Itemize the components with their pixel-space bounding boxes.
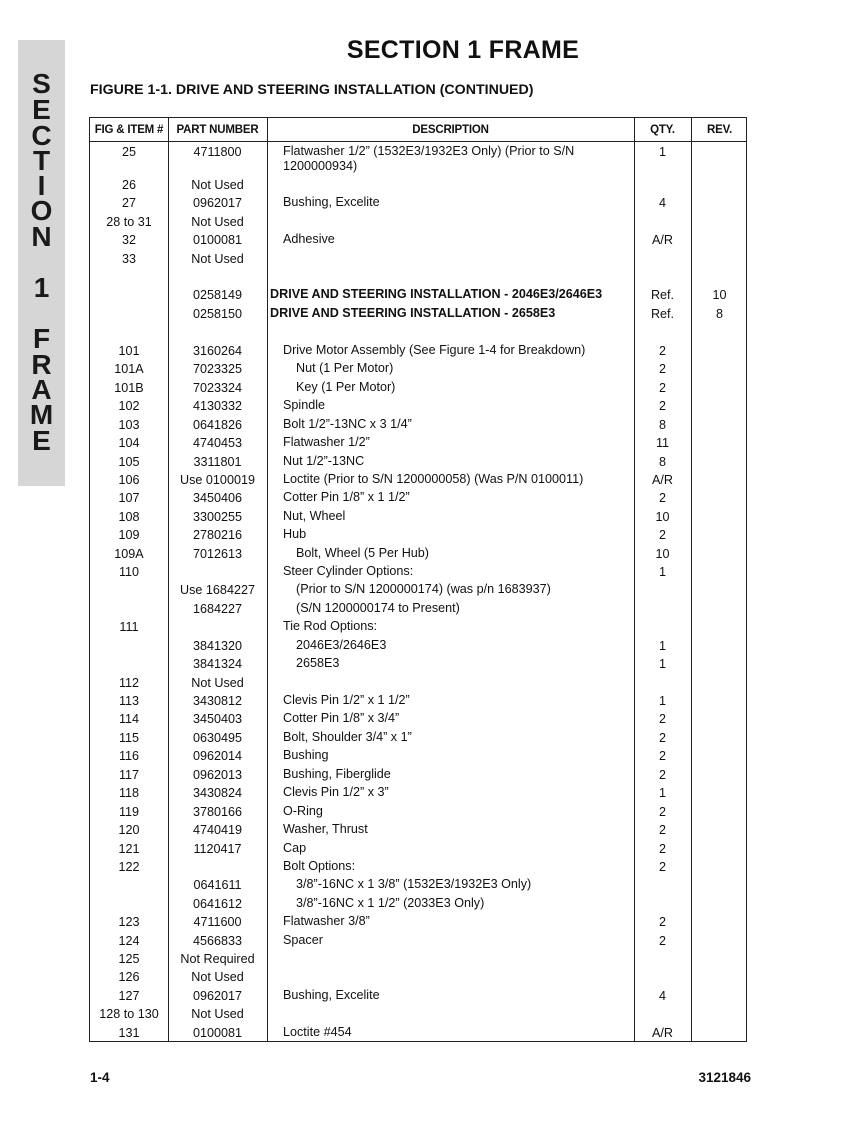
section-side-tab — [18, 40, 65, 486]
table-row — [90, 213, 748, 231]
cell-part-number: 3311801 — [193, 455, 242, 469]
table-row — [90, 563, 748, 581]
cell-quantity: 2 — [658, 934, 666, 948]
cell-quantity: 2 — [658, 362, 666, 376]
cell-part-number: 4566833 — [192, 934, 243, 948]
cell-quantity: 2 — [658, 399, 666, 413]
table-row — [90, 194, 748, 212]
cell-description: Flatwasher 1/2” — [283, 435, 370, 449]
cell-description: Steer Cylinder Options: — [283, 564, 414, 578]
table-row — [90, 231, 748, 249]
cell-description: Cotter Pin 1/8” x 3/4” — [283, 711, 400, 725]
cell-part-number: 0641611 — [193, 878, 242, 892]
table-row — [90, 803, 748, 821]
cell-quantity: 8 — [658, 455, 666, 469]
cell-item-number: 108 — [118, 510, 140, 524]
cell-item-number: 115 — [118, 731, 140, 745]
cell-part-number: 4740419 — [192, 823, 243, 837]
cell-part-number: 7023325 — [192, 362, 243, 376]
cell-item-number: 121 — [118, 842, 140, 856]
cell-item-number: 112 — [118, 676, 140, 690]
cell-description: Nut 1/2”-13NC — [283, 454, 365, 468]
header-divider — [90, 141, 746, 142]
table-row — [90, 471, 748, 489]
cell-quantity: 2 — [658, 528, 666, 542]
cell-item-number: 113 — [118, 694, 140, 708]
cell-item-number: 114 — [118, 712, 140, 726]
cell-part-number: 4711800 — [193, 145, 242, 159]
cell-part-number: 4130332 — [192, 399, 243, 413]
cell-quantity: 2 — [658, 749, 666, 763]
cell-part-number: 3300255 — [192, 510, 243, 524]
cell-description: Clevis Pin 1/2” x 1 1/2” — [283, 693, 410, 707]
cell-part-number: 3450403 — [192, 712, 243, 726]
table-row — [90, 932, 748, 950]
cell-description: (S/N 1200000174 to Present) — [296, 601, 460, 615]
table-row — [90, 581, 748, 599]
cell-item-number: 119 — [118, 805, 140, 819]
cell-item-number: 32 — [121, 233, 136, 247]
table-row — [90, 453, 748, 471]
header-fig-item: FIG & ITEM # — [94, 124, 164, 136]
table-row — [90, 176, 748, 194]
cell-description: 2658E3 — [296, 656, 340, 670]
table-row — [90, 489, 748, 507]
cell-description: Washer, Thrust — [283, 822, 368, 836]
cell-description: (Prior to S/N 1200000174) (was p/n 1683937) — [296, 582, 551, 596]
table-row — [90, 710, 748, 728]
table-row — [90, 305, 748, 323]
cell-part-number: 1684227 — [192, 602, 243, 616]
cell-quantity: 1 — [658, 657, 666, 671]
cell-part-number: 3450406 — [192, 491, 243, 505]
cell-description: Bolt, Shoulder 3/4” x 1” — [283, 730, 412, 744]
cell-description: Bushing — [283, 748, 329, 762]
cell-quantity: 2 — [658, 860, 666, 874]
cell-part-number: Not Used — [191, 178, 244, 192]
cell-quantity: 2 — [658, 381, 666, 395]
cell-part-number: 7023324 — [192, 381, 243, 395]
table-row — [90, 987, 748, 1005]
table-row — [90, 747, 748, 765]
cell-item-number: 124 — [118, 934, 140, 948]
cell-description: Nut (1 Per Motor) — [296, 361, 394, 375]
cell-item-number: 125 — [118, 952, 140, 966]
table-row — [90, 360, 748, 378]
cell-part-number: Not Used — [191, 215, 244, 229]
cell-quantity: 2 — [658, 491, 666, 505]
cell-part-number: Not Required — [180, 952, 255, 966]
cell-part-number: 0258149 — [192, 288, 243, 302]
cell-quantity: 8 — [658, 418, 666, 432]
cell-revision: 8 — [715, 307, 723, 321]
cell-description: Flatwasher 3/8” — [283, 914, 370, 928]
cell-item-number: 126 — [118, 970, 140, 984]
side-tab-letter: E — [32, 425, 51, 456]
cell-part-number: 1120417 — [193, 842, 242, 856]
side-tab-letter: N — [31, 221, 52, 252]
cell-quantity: 1 — [658, 639, 666, 653]
table-row — [90, 342, 748, 360]
side-tab-letter: E — [32, 94, 51, 125]
cell-item-number: 102 — [118, 399, 140, 413]
cell-quantity: 11 — [655, 436, 670, 450]
side-tab-letter: C — [31, 120, 52, 151]
cell-description: Bushing, Excelite — [283, 988, 380, 1002]
cell-part-number: 0962014 — [192, 749, 243, 763]
table-row — [90, 397, 748, 415]
side-tab-letter: I — [37, 170, 46, 201]
cell-item-number: 128 to 130 — [99, 1007, 159, 1021]
cell-item-number: 105 — [118, 455, 140, 469]
table-row — [90, 876, 748, 894]
cell-part-number: 3430812 — [192, 694, 243, 708]
cell-quantity: 1 — [658, 145, 666, 159]
cell-quantity: A/R — [652, 1026, 673, 1040]
cell-item-number: 28 to 31 — [106, 215, 152, 229]
cell-description: Drive Motor Assembly (See Figure 1-4 for Breakdown) — [283, 343, 586, 357]
parts-table — [89, 117, 747, 1042]
cell-quantity: A/R — [652, 473, 673, 487]
table-row — [90, 674, 748, 692]
cell-quantity: 10 — [655, 510, 670, 524]
table-row — [90, 526, 748, 544]
cell-description: Loctite #454 — [283, 1025, 352, 1039]
cell-quantity: 2 — [658, 915, 666, 929]
side-tab-letter: O — [30, 195, 53, 226]
side-tab-letter: S — [32, 68, 51, 99]
cell-part-number: 0962013 — [192, 768, 243, 782]
cell-item-number: 104 — [118, 436, 140, 450]
table-row — [90, 637, 748, 655]
header-part-number: PART NUMBER — [176, 124, 259, 136]
cell-description: Adhesive — [283, 232, 335, 246]
table-row — [90, 968, 748, 986]
table-row — [90, 858, 748, 876]
cell-item-number: 110 — [118, 565, 140, 579]
table-row — [90, 286, 748, 304]
cell-description: Bushing, Fiberglide — [283, 767, 391, 781]
cell-description: Bolt 1/2”-13NC x 3 1/4” — [283, 417, 412, 431]
cell-item-number: 109A — [114, 547, 144, 561]
side-tab-letter: A — [31, 374, 52, 405]
table-row — [90, 692, 748, 710]
cell-part-number: 7012613 — [192, 547, 243, 561]
cell-part-number: 3160264 — [192, 344, 243, 358]
table-row — [90, 618, 748, 636]
table-row — [90, 840, 748, 858]
cell-description: O-Ring — [283, 804, 323, 818]
table-row — [90, 784, 748, 802]
header-description: DESCRIPTION — [412, 124, 489, 136]
section-title: SECTION 1 FRAME — [346, 36, 580, 64]
cell-item-number: 122 — [118, 860, 140, 874]
cell-part-number: Not Used — [191, 676, 244, 690]
cell-item-number: 101A — [114, 362, 144, 376]
cell-part-number: 3430824 — [192, 786, 243, 800]
table-row — [90, 416, 748, 434]
cell-part-number: 0641826 — [192, 418, 243, 432]
page-number: 1-4 — [90, 1070, 110, 1085]
side-tab-letter: T — [32, 145, 51, 176]
cell-item-number: 127 — [118, 989, 140, 1003]
table-row — [90, 545, 748, 563]
cell-part-number: 3841320 — [192, 639, 243, 653]
table-row — [90, 379, 748, 397]
cell-quantity: 2 — [658, 344, 666, 358]
cell-quantity: Ref. — [650, 307, 675, 321]
cell-item-number: 27 — [121, 196, 136, 210]
header-rev: REV. — [707, 124, 732, 136]
cell-part-number: 3841324 — [192, 657, 243, 671]
cell-item-number: 101B — [114, 381, 144, 395]
cell-quantity: 4 — [658, 989, 666, 1003]
side-tab-letter: R — [31, 349, 52, 380]
cell-item-number: 101 — [118, 344, 140, 358]
cell-description: Clevis Pin 1/2” x 3” — [283, 785, 389, 799]
side-tab-letter: F — [32, 323, 51, 354]
cell-description: Key (1 Per Motor) — [296, 380, 396, 394]
table-row — [90, 729, 748, 747]
header-qty: QTY. — [650, 124, 675, 136]
cell-description: 3/8”-16NC x 1 1/2” (2033E3 Only) — [296, 896, 485, 910]
cell-description: 3/8”-16NC x 1 3/8” (1532E3/1932E3 Only) — [296, 877, 532, 891]
cell-item-number: 106 — [118, 473, 140, 487]
table-row — [90, 913, 748, 931]
cell-quantity: 1 — [658, 786, 666, 800]
cell-item-number: 25 — [121, 145, 136, 159]
document-number: 3121846 — [698, 1070, 751, 1085]
table-row — [90, 895, 748, 913]
cell-item-number: 33 — [121, 252, 136, 266]
table-row — [90, 821, 748, 839]
table-row — [90, 250, 748, 268]
cell-description: 2046E3/2646E3 — [296, 638, 387, 652]
cell-item-number: 107 — [118, 491, 140, 505]
table-row — [90, 508, 748, 526]
cell-description: Cotter Pin 1/8” x 1 1/2” — [283, 490, 410, 504]
cell-part-number: 0630495 — [192, 731, 243, 745]
cell-part-number: 0962017 — [192, 989, 243, 1003]
cell-quantity: 10 — [655, 547, 670, 561]
cell-item-number: 131 — [118, 1026, 140, 1040]
cell-item-number: 111 — [119, 620, 139, 634]
side-tab-letter: M — [29, 399, 54, 430]
figure-title: FIGURE 1-1. DRIVE AND STEERING INSTALLATION (CONTINUED) — [90, 82, 534, 98]
cell-part-number: Not Used — [191, 252, 244, 266]
cell-part-number: 2780216 — [192, 528, 243, 542]
cell-quantity: 4 — [658, 196, 666, 210]
cell-description: DRIVE AND STEERING INSTALLATION - 2046E3/2646E3 — [270, 287, 603, 301]
cell-item-number: 103 — [118, 418, 140, 432]
table-row — [90, 600, 748, 618]
cell-part-number: 4740453 — [192, 436, 243, 450]
table-row — [90, 655, 748, 673]
cell-item-number: 109 — [118, 528, 140, 542]
cell-quantity: 2 — [658, 768, 666, 782]
cell-quantity: 2 — [658, 842, 666, 856]
cell-quantity: 1 — [658, 565, 666, 579]
cell-part-number: 0258150 — [192, 307, 243, 321]
cell-quantity: 2 — [658, 731, 666, 745]
cell-quantity: 1 — [658, 694, 666, 708]
table-row — [90, 1024, 748, 1042]
cell-description: Cap — [283, 841, 307, 855]
table-row — [90, 766, 748, 784]
cell-item-number: 117 — [118, 768, 140, 782]
cell-item-number: 120 — [118, 823, 140, 837]
table-row — [90, 434, 748, 452]
cell-part-number: Not Used — [191, 1007, 244, 1021]
cell-part-number: Use 0100019 — [180, 473, 255, 487]
table-row — [90, 1005, 748, 1023]
cell-description: Bushing, Excelite — [283, 195, 380, 209]
cell-description: Spindle — [283, 398, 326, 412]
cell-item-number: 118 — [118, 786, 140, 800]
cell-part-number: 0100081 — [192, 233, 243, 247]
cell-description: Flatwasher 1/2” (1532E3/1932E3 Only) (Prior to S/N 1200000934) — [283, 144, 575, 173]
cell-part-number: 0962017 — [192, 196, 243, 210]
cell-description: Nut, Wheel — [283, 509, 346, 523]
cell-description: Hub — [283, 527, 307, 541]
cell-quantity: A/R — [652, 233, 673, 247]
cell-description: Spacer — [283, 933, 323, 947]
cell-quantity: 2 — [658, 805, 666, 819]
cell-part-number: 0100081 — [192, 1026, 243, 1040]
cell-quantity: 2 — [658, 823, 666, 837]
cell-part-number: 4711600 — [193, 915, 242, 929]
cell-part-number: Not Used — [191, 970, 244, 984]
cell-item-number: 116 — [118, 749, 140, 763]
side-tab-letter: 1 — [33, 272, 50, 303]
cell-item-number: 123 — [118, 915, 140, 929]
cell-quantity: Ref. — [650, 288, 675, 302]
cell-description: Bolt, Wheel (5 Per Hub) — [296, 546, 429, 560]
cell-description: Tie Rod Options: — [283, 619, 378, 633]
cell-description: DRIVE AND STEERING INSTALLATION - 2658E3 — [270, 306, 556, 320]
cell-part-number: 3780166 — [192, 805, 243, 819]
cell-revision: 10 — [712, 288, 727, 302]
cell-part-number: Use 1684227 — [180, 583, 255, 597]
cell-quantity: 2 — [658, 712, 666, 726]
table-row — [90, 143, 748, 173]
cell-part-number: 0641612 — [192, 897, 243, 911]
cell-item-number: 26 — [121, 178, 136, 192]
cell-description: Bolt Options: — [283, 859, 356, 873]
table-row — [90, 950, 748, 968]
cell-description: Loctite (Prior to S/N 1200000058) (Was P/N 0100011) — [283, 472, 584, 486]
